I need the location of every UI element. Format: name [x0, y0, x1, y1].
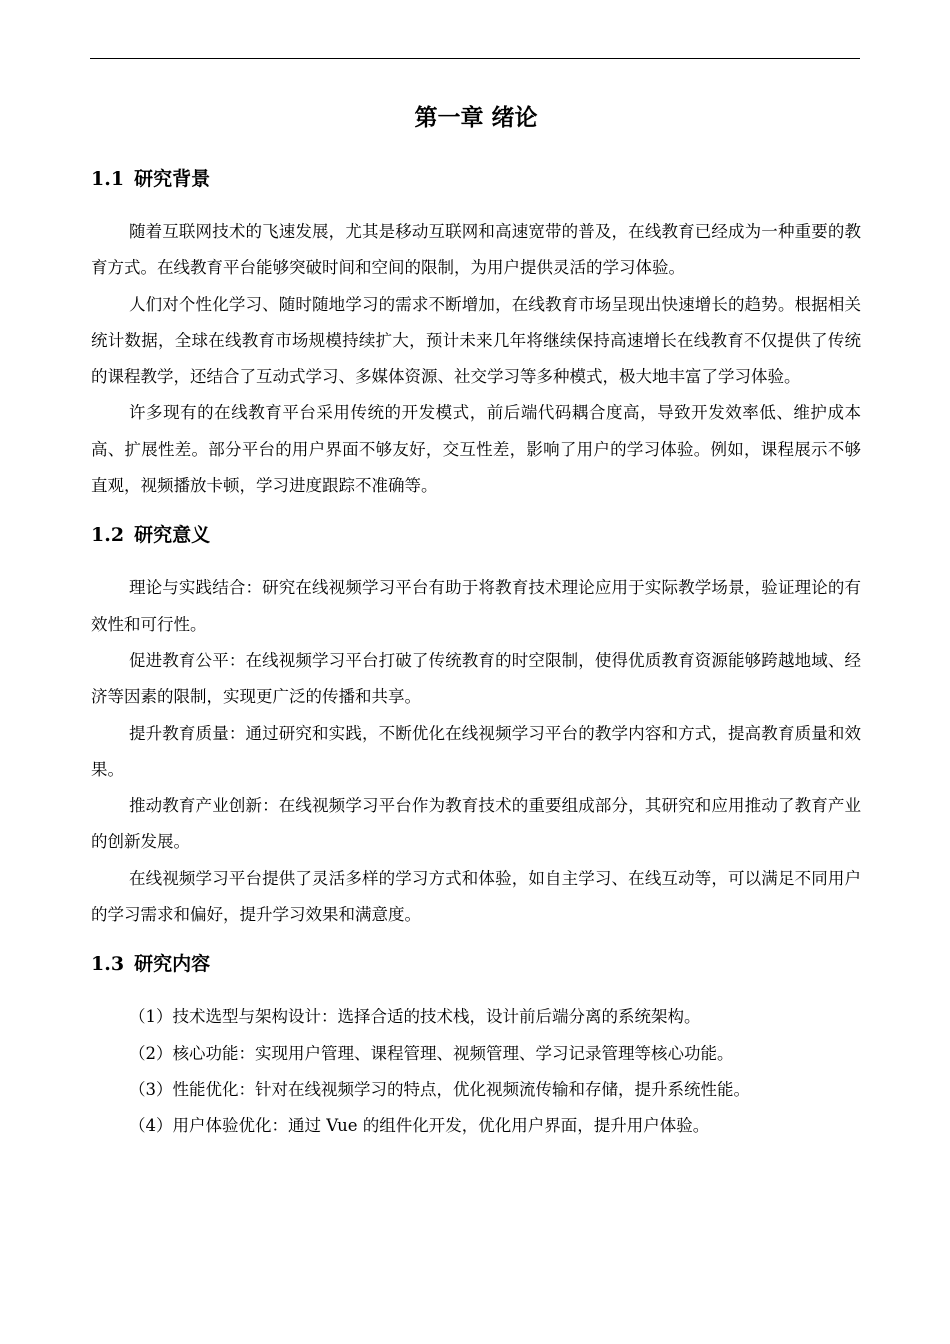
section-heading-1-2 — [91, 522, 861, 548]
document-body — [91, 100, 861, 1145]
section-title: 研究内容 — [134, 953, 211, 976]
list-item: （4）用户体验优化：通过 Vue 的组件化开发，优化用户界面，提升用户体验。 — [129, 1116, 710, 1136]
list-item: （2）核心功能：实现用户管理、课程管理、视频管理、学习记录管理等核心功能。 — [129, 1043, 734, 1063]
section-number: 1.2 — [91, 524, 125, 547]
paragraph: 许多现有的在线教育平台采用传统的开发模式，前后端代码耦合度高，导致开发效率低、维护成本高、扩展性差。部分平台的用户界面不够友好，交互性差，影响了用户的学习体验。例如，课程展示不够直观，视频播放卡顿，学习进度跟踪不准确等。 — [91, 403, 861, 496]
list-item: （3）性能优化：针对在线视频学习的特点，优化视频流传输和存储，提升系统性能。 — [129, 1079, 750, 1099]
paragraph: 促进教育公平：在线视频学习平台打破了传统教育的时空限制，使得优质教育资源能够跨越地域、经济等因素的限制，实现更广泛的传播和共享。 — [91, 650, 861, 707]
section-heading-1-1 — [91, 166, 861, 192]
section-body-1-1 — [91, 214, 861, 504]
chapter-title: 第一章 绪论 — [414, 104, 538, 131]
section-title: 研究背景 — [134, 168, 211, 190]
section-number: 1.1 — [91, 168, 125, 190]
paragraph: 理论与实践结合：研究在线视频学习平台有助于将教育技术理论应用于实际教学场景，验证理论的有效性和可行性。 — [91, 578, 861, 634]
paragraph: 人们对个性化学习、随时随地学习的需求不断增加，在线教育市场呈现出快速增长的趋势。根据相关统计数据，全球在线教育市场规模持续扩大，预计未来几年将继续保持高速增长在线教育不仅提供了传统的课程教学，还结合了互动式学习、多媒体资源、社交学习等多种模式，极大地丰富了学习体验。 — [91, 294, 861, 387]
paragraph: 提升教育质量：通过研究和实践，不断优化在线视频学习平台的教学内容和方式，提高教育质量和效果。 — [91, 723, 861, 779]
paragraph: 随着互联网技术的飞速发展，尤其是移动互联网和高速宽带的普及，在线教育已经成为一种重要的教育方式。在线教育平台能够突破时间和空间的限制，为用户提供灵活的学习体验。 — [91, 222, 861, 278]
section-body-1-2 — [91, 570, 861, 933]
header-rule — [90, 58, 860, 59]
section-number: 1.3 — [91, 953, 125, 976]
paragraph: 在线视频学习平台提供了灵活多样的学习方式和体验，如自主学习、在线互动等，可以满足不同用户的学习需求和偏好，提升学习效果和满意度。 — [91, 868, 861, 925]
section-title: 研究意义 — [134, 524, 211, 547]
section-heading-1-3 — [91, 951, 861, 977]
paragraph: 推动教育产业创新：在线视频学习平台作为教育技术的重要组成部分，其研究和应用推动了教育产业的创新发展。 — [91, 796, 861, 852]
section-body-1-3 — [91, 999, 861, 1144]
list-item: （1）技术选型与架构设计：选择合适的技术栈，设计前后端分离的系统架构。 — [129, 1007, 701, 1027]
